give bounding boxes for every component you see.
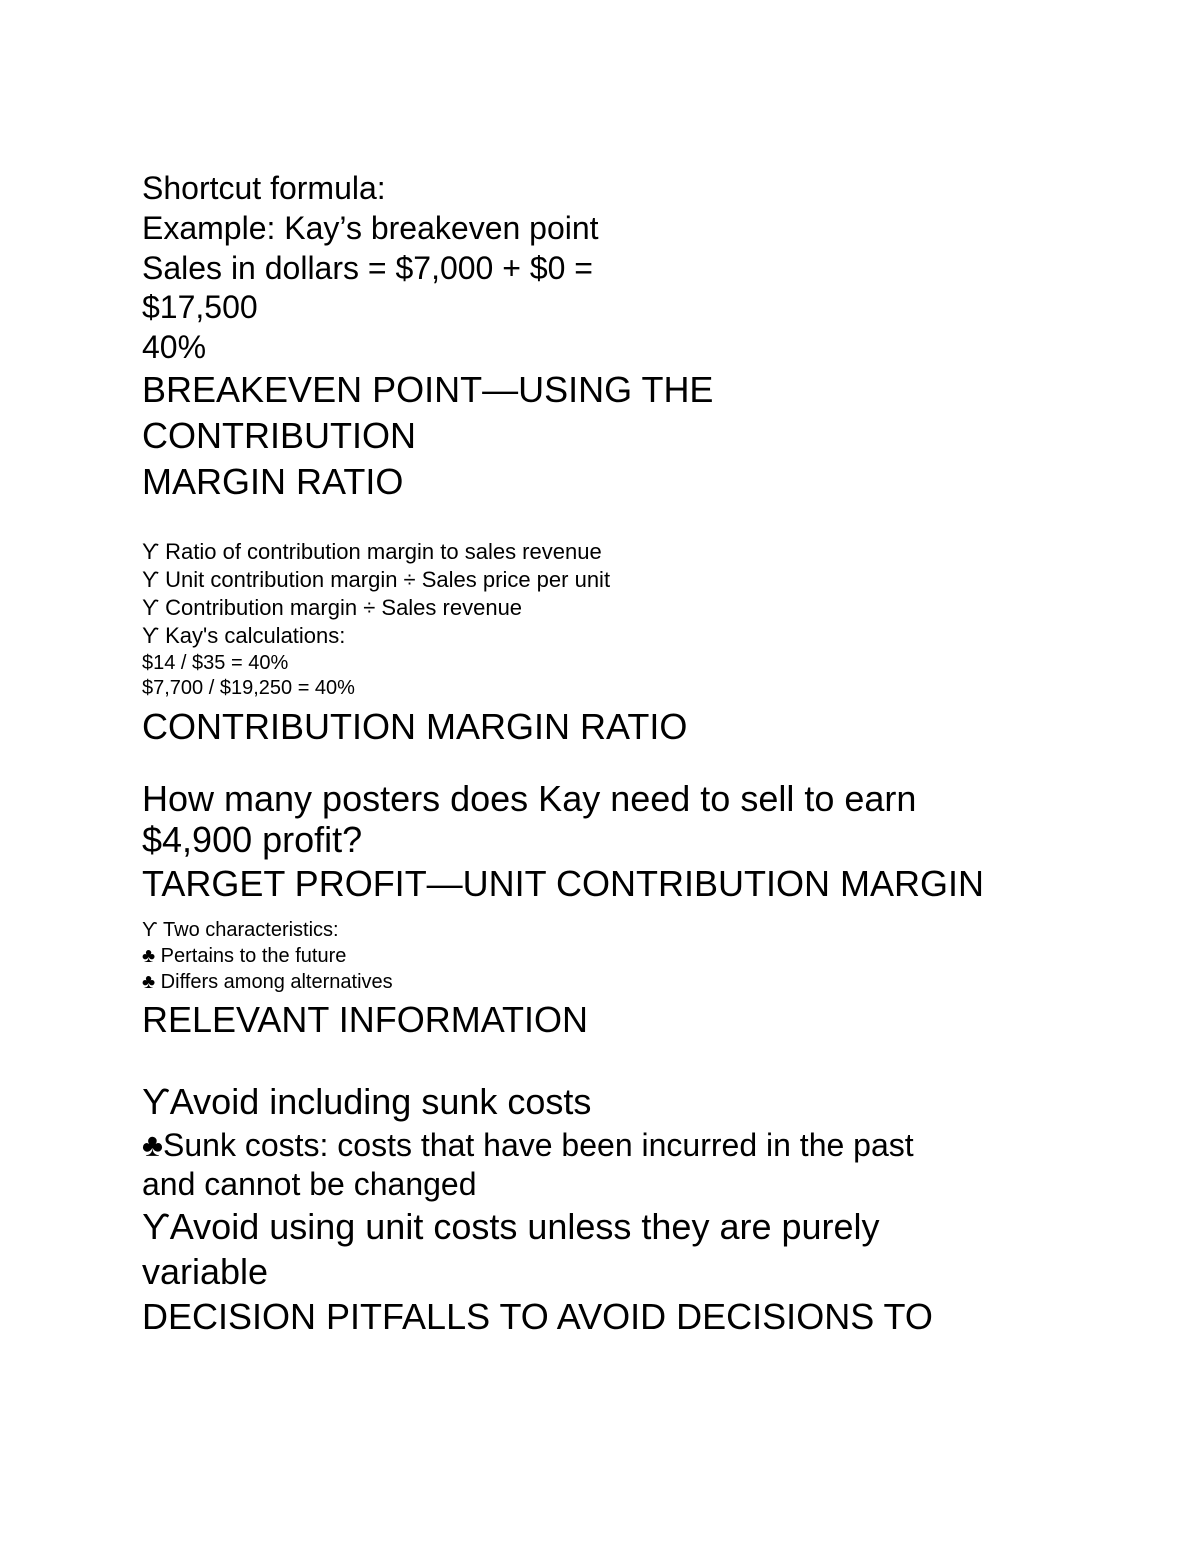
section-title-cm-ratio: CONTRIBUTION MARGIN RATIO xyxy=(142,706,688,747)
sales-formula-line: Sales in dollars = $7,000 + $0 = xyxy=(142,250,593,286)
bullet-two-characteristics: ϒ Two characteristics: xyxy=(142,919,339,941)
section-title-breakeven: BREAKEVEN POINT—USING THE xyxy=(142,369,714,410)
bullet-ratio-definition: ϒ Ratio of contribution margin to sales revenue xyxy=(142,539,602,564)
pitfall-unit-costs-line-2: variable xyxy=(142,1251,269,1292)
question-line-1: How many posters does Kay need to sell to earn xyxy=(142,778,917,819)
section-title-decision-pitfalls: DECISION PITFALLS TO AVOID DECISIONS TO xyxy=(142,1296,933,1337)
pitfall-unit-costs-line-1: ϒAvoid using unit costs unless they are purely xyxy=(142,1206,880,1247)
section-title-margin-ratio: MARGIN RATIO xyxy=(142,461,404,502)
ratio-percent-line: 40% xyxy=(142,329,207,365)
example-line: Example: Kay’s breakeven point xyxy=(142,210,599,246)
section-title-target-profit: TARGET PROFIT—UNIT CONTRIBUTION MARGIN xyxy=(142,863,985,904)
sales-result-line: $17,500 xyxy=(142,289,258,325)
sunk-costs-definition-line-1: ♣Sunk costs: costs that have been incurred in the past xyxy=(142,1127,914,1163)
sunk-costs-definition-line-2: and cannot be changed xyxy=(142,1166,477,1202)
bullet-kay-calculations: ϒ Kay's calculations: xyxy=(142,623,346,648)
bullet-cm-sales: ϒ Contribution margin ÷ Sales revenue xyxy=(142,595,523,620)
question-line-2: $4,900 profit? xyxy=(142,819,363,860)
bullet-pertains-future: ♣ Pertains to the future xyxy=(142,945,347,967)
pitfall-sunk-costs: ϒAvoid including sunk costs xyxy=(142,1081,592,1122)
bullet-unit-cm: ϒ Unit contribution margin ÷ Sales price per unit xyxy=(142,567,611,592)
calculation-line-1: $14 / $35 = 40% xyxy=(142,652,289,674)
bullet-differs-alternatives: ♣ Differs among alternatives xyxy=(142,971,393,993)
section-title-relevant-information: RELEVANT INFORMATION xyxy=(142,999,589,1040)
calculation-line-2: $7,700 / $19,250 = 40% xyxy=(142,677,355,699)
section-title-contribution: CONTRIBUTION xyxy=(142,415,416,456)
shortcut-formula-heading: Shortcut formula: xyxy=(142,170,386,206)
